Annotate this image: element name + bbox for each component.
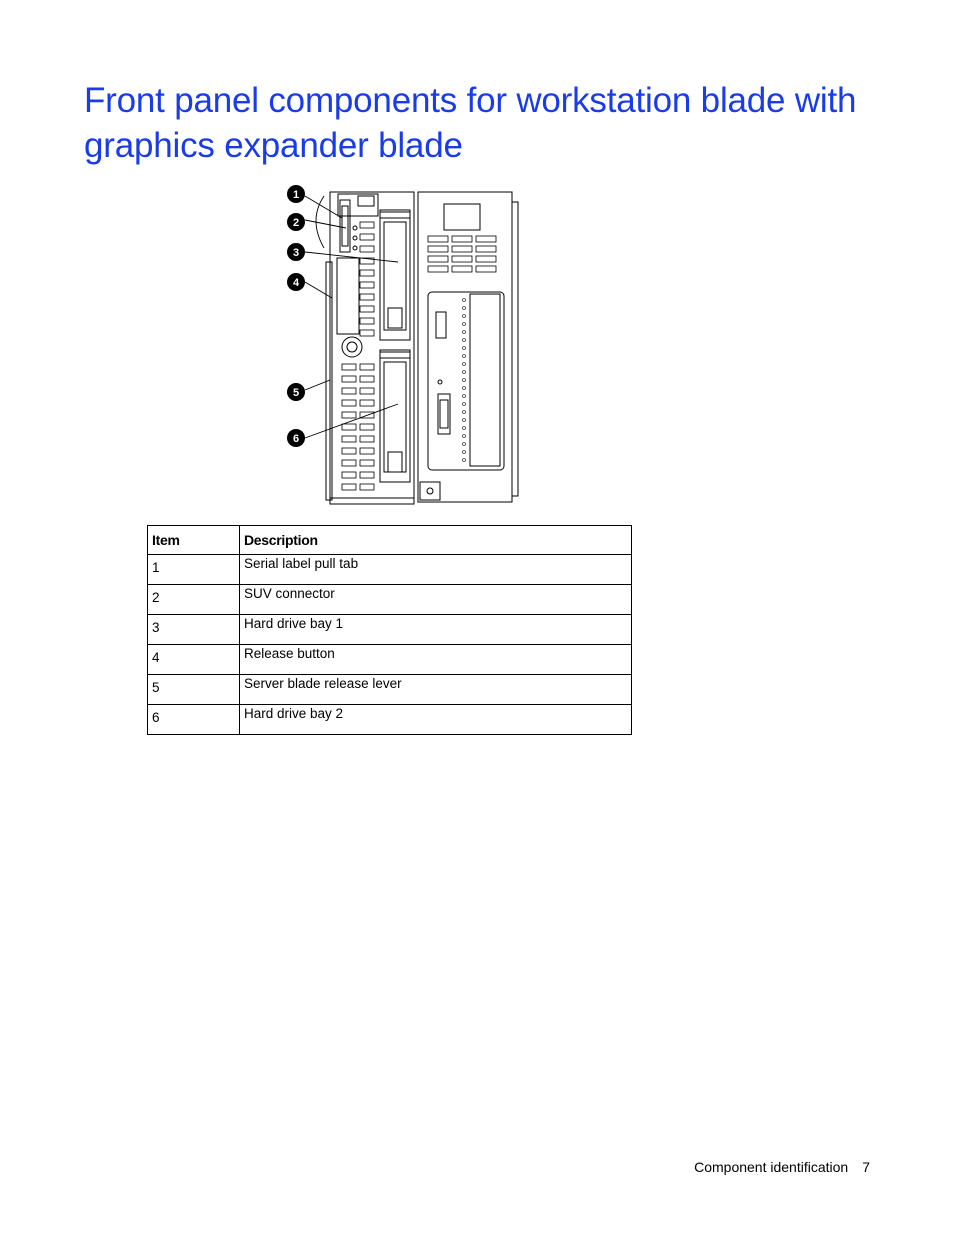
table-row: [148, 555, 632, 585]
table-row: [148, 585, 632, 615]
table-row: [148, 675, 632, 705]
callout-3-label: 3: [292, 247, 300, 259]
footer-page-number: 7: [862, 1159, 870, 1175]
callout-2-label: 2: [292, 217, 300, 229]
row-item: 2: [148, 585, 240, 615]
workstation-blade: [326, 192, 414, 504]
row-description: Release button: [240, 645, 632, 675]
callout-5-label: 5: [292, 387, 300, 399]
component-table: [147, 525, 632, 735]
row-description: Hard drive bay 2: [240, 705, 632, 735]
page-footer: [694, 1159, 870, 1175]
table-header-row: [148, 526, 632, 555]
row-item: 1: [148, 555, 240, 585]
header-item: Item: [148, 526, 240, 555]
blade-front-panel-figure: [280, 182, 520, 508]
graphics-expander-blade: [418, 192, 518, 502]
callout-1-label: 1: [292, 189, 300, 201]
row-description: Server blade release lever: [240, 675, 632, 705]
row-description: Hard drive bay 1: [240, 615, 632, 645]
table-row: [148, 645, 632, 675]
row-description: Serial label pull tab: [240, 555, 632, 585]
row-description: SUV connector: [240, 585, 632, 615]
table-row: [148, 705, 632, 735]
row-item: 6: [148, 705, 240, 735]
callout-4-label: 4: [292, 277, 300, 289]
callout-6-label: 6: [292, 433, 300, 445]
row-item: 5: [148, 675, 240, 705]
page-title: Front panel components for workstation blade with graphics expander blade: [84, 81, 857, 165]
table-row: [148, 615, 632, 645]
row-item: 3: [148, 615, 240, 645]
callout-badges: [287, 185, 305, 447]
footer-section: Component identification: [694, 1159, 849, 1175]
row-item: 4: [148, 645, 240, 675]
header-description: Description: [240, 526, 632, 555]
blade-diagram: [280, 182, 520, 508]
